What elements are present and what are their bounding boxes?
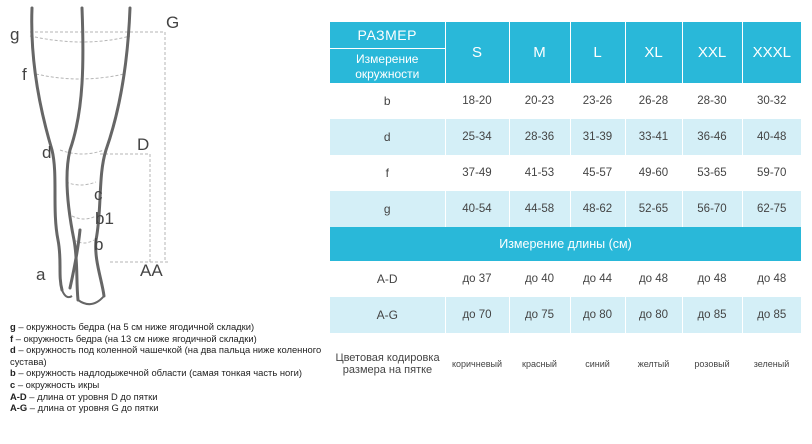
label-c: c [94, 185, 103, 204]
table-cell: 40-54 [445, 191, 509, 227]
table-cell: 25-34 [445, 119, 509, 155]
legend-item [10, 391, 330, 403]
table-row [330, 261, 801, 297]
length-header-row [330, 227, 801, 261]
table-cell: 36-46 [682, 119, 742, 155]
table-cell: до 85 [682, 297, 742, 333]
legend-item [10, 344, 330, 367]
size-column-header: XXL [682, 22, 742, 83]
legend-text: – длина от уровня G до пятки [27, 402, 159, 414]
table-cell: до 85 [742, 297, 801, 333]
label-f: f [22, 65, 27, 84]
table-cell: 30-32 [742, 83, 801, 119]
size-column-header: S [445, 22, 509, 83]
label-d: d [42, 143, 52, 162]
legend-key: c [10, 378, 16, 390]
label-a: a [36, 265, 46, 284]
table-row [330, 155, 801, 191]
label-G: G [166, 13, 180, 32]
table-cell: 56-70 [682, 191, 742, 227]
measurement-legend [10, 321, 330, 414]
color-cell: красный [522, 359, 557, 369]
legend-item [10, 402, 330, 414]
legend-item [10, 321, 330, 333]
circumference-header-label: Измерение окружности [355, 52, 420, 81]
size-column-header: XXXL [742, 22, 801, 83]
legend-text: – окружность под коленной чашечкой (на два пальца ниже коленного сустава) [10, 344, 322, 367]
size-chart-table [330, 22, 801, 395]
legend-key: b [10, 367, 16, 379]
legend-text: – окружность икры [15, 378, 100, 390]
legend-item [10, 379, 330, 391]
length-header-label: Измерение длины (см) [330, 227, 801, 261]
table-cell: до 37 [445, 261, 509, 297]
row-label: g [330, 191, 445, 227]
table-header-row [330, 22, 801, 83]
table-row [330, 297, 801, 333]
table-cell: 28-36 [509, 119, 570, 155]
legend-item [10, 333, 330, 345]
table-cell: 31-39 [570, 119, 625, 155]
table-cell: 33-41 [625, 119, 682, 155]
table-cell: 45-57 [570, 155, 625, 191]
legend-text: – окружность надлодыжечной области (самая тонкая часть ноги) [15, 367, 303, 379]
label-AA: AA [140, 261, 163, 280]
table-cell: 49-60 [625, 155, 682, 191]
table-cell: до 44 [570, 261, 625, 297]
legend-key: f [10, 332, 14, 344]
table-cell: до 75 [509, 297, 570, 333]
table-cell: 28-30 [682, 83, 742, 119]
size-column-header: XL [625, 22, 682, 83]
table-cell: 40-48 [742, 119, 801, 155]
color-code-row [330, 333, 801, 395]
legend-key: A-G [10, 402, 28, 414]
size-header-label: РАЗМЕР [330, 22, 445, 49]
leg-measurement-diagram [0, 0, 330, 318]
color-cell: зеленый [753, 359, 790, 369]
row-label: b [383, 94, 391, 108]
table-cell: до 48 [682, 261, 742, 297]
table-cell: 37-49 [445, 155, 509, 191]
color-cell: желтый [637, 359, 670, 369]
color-cell: синий [585, 359, 610, 369]
header-corner [330, 22, 445, 83]
legend-key: d [10, 344, 16, 356]
table-cell: до 70 [445, 297, 509, 333]
size-column-header: M [509, 22, 570, 83]
label-D: D [137, 135, 150, 154]
row-label: f [385, 166, 389, 180]
table-cell: 23-26 [570, 83, 625, 119]
label-b: b [94, 235, 104, 254]
table-cell: до 48 [742, 261, 801, 297]
legend-key: g [10, 321, 16, 332]
row-label: A-G [330, 297, 445, 333]
label-b1: b1 [95, 209, 114, 228]
table-cell: до 40 [509, 261, 570, 297]
color-cell: розовый [694, 359, 730, 369]
table-cell: до 48 [625, 261, 682, 297]
color-code-label: Цветовая кодировка размера на пятке [335, 351, 440, 376]
table-cell: 48-62 [570, 191, 625, 227]
row-label: d [330, 119, 445, 155]
table-cell: 18-20 [445, 83, 509, 119]
size-column-header: L [570, 22, 625, 83]
table-row [330, 191, 801, 227]
legend-text: – окружность бедра (на 13 см ниже ягодичной складки) [13, 332, 257, 344]
table-cell: 41-53 [509, 155, 570, 191]
legend-key: A-D [10, 390, 27, 402]
row-label: A-D [376, 272, 398, 286]
table-row [330, 119, 801, 155]
table-cell: 52-65 [625, 191, 682, 227]
table-cell: 62-75 [742, 191, 801, 227]
legend-text: – длина от уровня D до пятки [26, 390, 158, 402]
table-cell: 53-65 [682, 155, 742, 191]
table-cell: до 80 [625, 297, 682, 333]
legend-text: – окружность бедра (на 5 см ниже ягодичной складки) [15, 321, 255, 332]
legend-item [10, 367, 330, 379]
table-cell: 20-23 [509, 83, 570, 119]
table-row [330, 83, 801, 119]
table-cell: 26-28 [625, 83, 682, 119]
table-cell: до 80 [570, 297, 625, 333]
label-g: g [10, 25, 20, 44]
table-cell: 44-58 [509, 191, 570, 227]
table-cell: 59-70 [742, 155, 801, 191]
color-cell: коричневый [451, 359, 503, 369]
